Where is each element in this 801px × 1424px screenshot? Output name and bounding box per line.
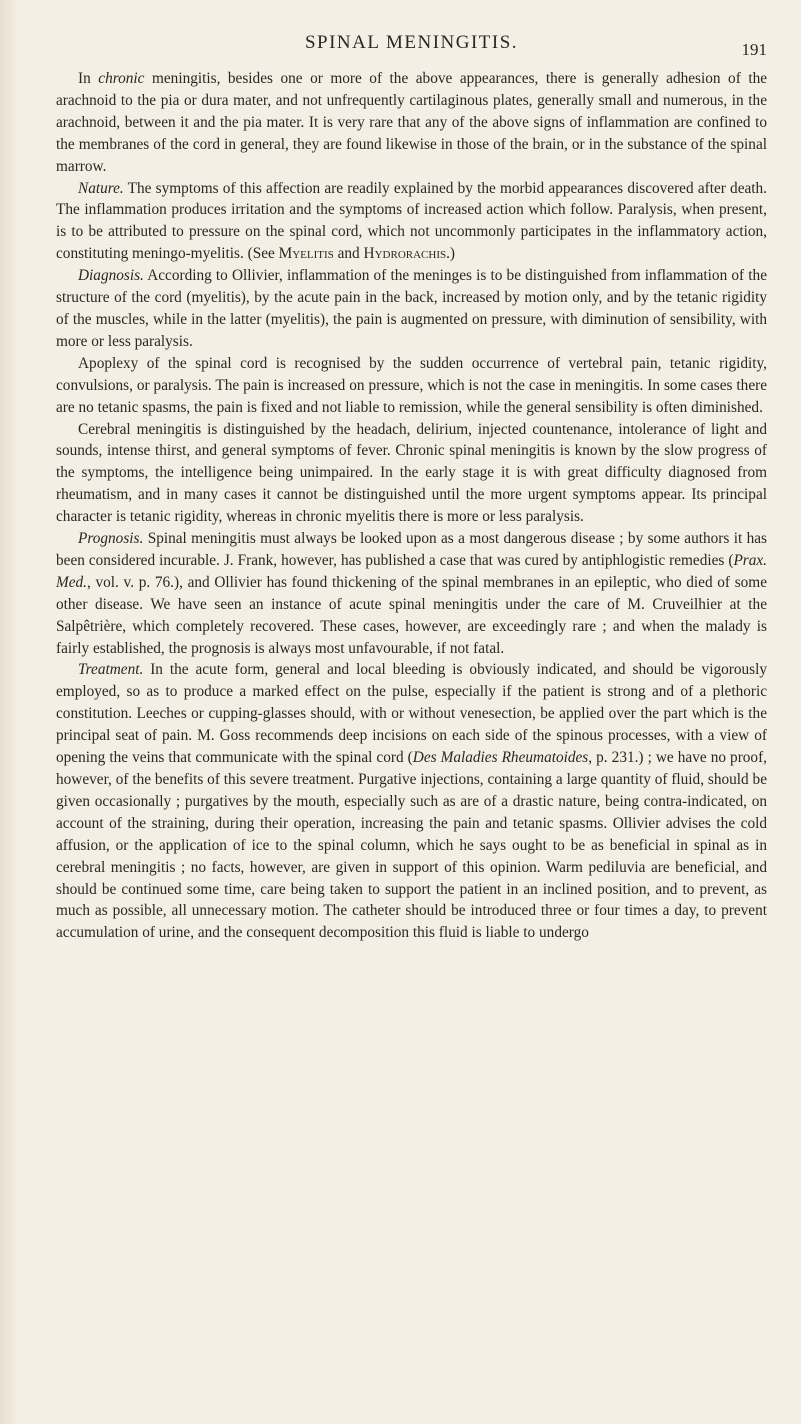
italic-text: chronic [98, 70, 145, 87]
page-header [56, 32, 767, 68]
text-run: meningitis, besides one or more of the above appearances, there is generally adhesion of the arachnoid to the pia or dura mater, and not unfrequently cartilaginous plates, generally small and numerous, in the arachnoid, between it and the pia mater. It is very rare that any of the above signs of inflammation are confined to the membranes of the cord in general, they are found likewise in those of the brain, or in the substance of the spinal marrow. [56, 70, 768, 175]
italic-text: Treatment. [78, 661, 144, 679]
text-run: In the acute form, general and local bleeding is obviously indicated, and should be vigorously employed, so as to produce a marked effect on the pulse, especially if the patient is strong and of a plethoric constitution. Leeches or cupping-glasses should, with or without venesection, be applied over the part which is the principal seat of pain. M. Goss recommends deep incisions on each side of the spinous processes, with a view of opening the veins that communicate with the spinal cord ( [56, 661, 767, 767]
text-run: In [78, 70, 99, 87]
small-caps-text: Myelitis [278, 245, 334, 263]
body-text [56, 68, 767, 944]
italic-text: Diagnosis. [78, 267, 144, 285]
paragraph [56, 528, 767, 659]
text-run: and [333, 245, 364, 263]
italic-text: Des Maladies Rheumatoides [412, 749, 589, 767]
text-run: According to Ollivier, inflammation of the meninges is to be distinguished from inflammation of the structure of the cord (myelitis), by the acute pain in the back, increased by motion only, and by the tetanic rigidity of the muscles, while in the latter (myelitis), the pain is augmented on pressure, with diminution of sensibility, with more or less paralysis. [56, 267, 767, 350]
page-number: 191 [741, 40, 767, 59]
text-run: .) [446, 245, 456, 263]
italic-text: Nature. [78, 179, 124, 197]
paragraph [56, 178, 767, 266]
text-run: The symptoms of this affection are readily explained by the morbid appearances discovered after death. The inflammation produces irritation and the symptoms of increased action which follow. Paralysis, when present, is to be attributed to pressure on the spinal cord, which not uncommonly participates in the inflammatory action, constituting meningo-myelitis. (See [56, 179, 767, 263]
text-run: Spinal meningitis must always be looked upon as a most dangerous disease ; by some authors it has been considered incurable. J. Frank, however, has published a case that was cured by antiphlogistic remedies ( [56, 530, 767, 569]
text-run: , vol. v. p. 76.), and Ollivier has found thickening of the spinal membranes in an epileptic, who died of some other disease. We have seen an instance of acute spinal meningitis under the care of M. Cruveilhier at the Salpêtrière, which completely recovered. These cases, however, are exceedingly rare ; and when the malady is fairly established, the prognosis is always most unfavourable, if not fatal. [56, 573, 767, 657]
text-run: Apoplexy of the spinal cord is recognised by the sudden occurrence of vertebral pain, tetanic rigidity, convulsions, or paralysis. The pain is increased on pressure, which is not the case in meningitis. In some cases there are no tetanic spasms, the pain is fixed and not liable to remission, while the general sensibility is often diminished. [56, 354, 767, 416]
paragraph [56, 659, 767, 944]
small-caps-text: Hydrorachis [363, 245, 447, 263]
running-title: SPINAL MENINGITIS. [304, 32, 519, 53]
text-run: , p. 231.) ; we have no proof, however, of the benefits of this severe treatment. Purgative injections, containing a large quantity of fluid, should be given occasionally ; purgatives by the mouth, especially such as are of a drastic nature, being contra-indicated, on account of the straining, during their operation, increasing the pain and tetanic spasms. Ollivier advises the cold affusion, or the application of ice to the spinal column, which he says ought to be as beneficial in spinal as in cerebral meningitis ; no facts, however, are given in support of this opinion. Warm pediluvia are beneficial, and should be continued some time, care being taken to support the patient in an inclined position, and to prevent, as much as possible, all unnecessary motion. The catheter should be introduced three or four times a day, to prevent accumulation of urine, and the consequent decomposition this fluid is liable to undergo [56, 749, 767, 942]
paragraph [56, 419, 767, 529]
text-run: Cerebral meningitis is distinguished by the headach, delirium, injected countenance, intolerance of light and sounds, intense thirst, and general symptoms of fever. Chronic spinal meningitis is known by the slow progress of the symptoms, the intelligence being unimpaired. In the early stage it is with great difficulty diagnosed from rheumatism, and in many cases it cannot be distinguished until the more urgent symptoms appear. Its principal character is tetanic rigidity, whereas in chronic myelitis there is more or less paralysis. [56, 420, 767, 526]
italic-text: Prax. Med. [56, 551, 767, 591]
paragraph [56, 68, 767, 178]
italic-text: Prognosis. [78, 530, 144, 548]
paragraph [56, 265, 767, 353]
paragraph [56, 353, 767, 419]
